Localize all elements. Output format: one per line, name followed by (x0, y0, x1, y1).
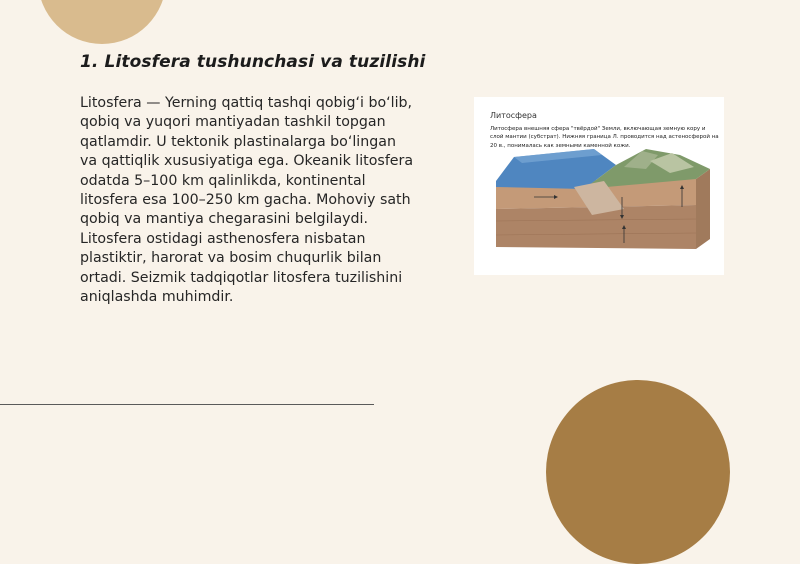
figure-caption-line: слой мантии (субстрат). Нижняя граница Л. проводится над астеносферой на (490, 134, 719, 141)
divider-line (0, 404, 374, 405)
figure-title: Литосфера (490, 111, 537, 120)
slide-title: 1. Litosfera tushunchasi va tuzilishi (80, 52, 426, 72)
figure-caption-line: Литосфера внешняя сфера "твёрдой" Земли, включающая земную кору и (490, 126, 706, 132)
figure-caption (490, 125, 722, 150)
figure-caption-line: 20 в., понималась как земными каменной кожи. (490, 142, 631, 149)
lithosphere-block-diagram (474, 97, 724, 275)
lithosphere-figure (474, 97, 724, 275)
slide-body-text: Litosfera — Yerning qattiq tashqi qobig‘i bo‘lib, qobiq va yuqori mantiyadan tashkil topgan qatlamdir. U tektonik plastinalarga bo‘lingan va qattiqlik xususiyatiga ega. Okeanik litosfera odatda 5–100 km qalinlikda, kontinental litosfera esa 100–250 km gacha. Mohoviy sath qobiq va mantiya chegarasini belgilaydi. Litosfera ostidagi asthenosfera nisbatan plastiktir, harorat va bosim chuqurlik bilan ortadi. Seizmik tadqiqotlar litosfera tuzilishini aniqlashda muhimdir. (80, 95, 414, 306)
decorative-circle-bottom (546, 380, 730, 564)
decorative-circle-top (38, 0, 166, 44)
